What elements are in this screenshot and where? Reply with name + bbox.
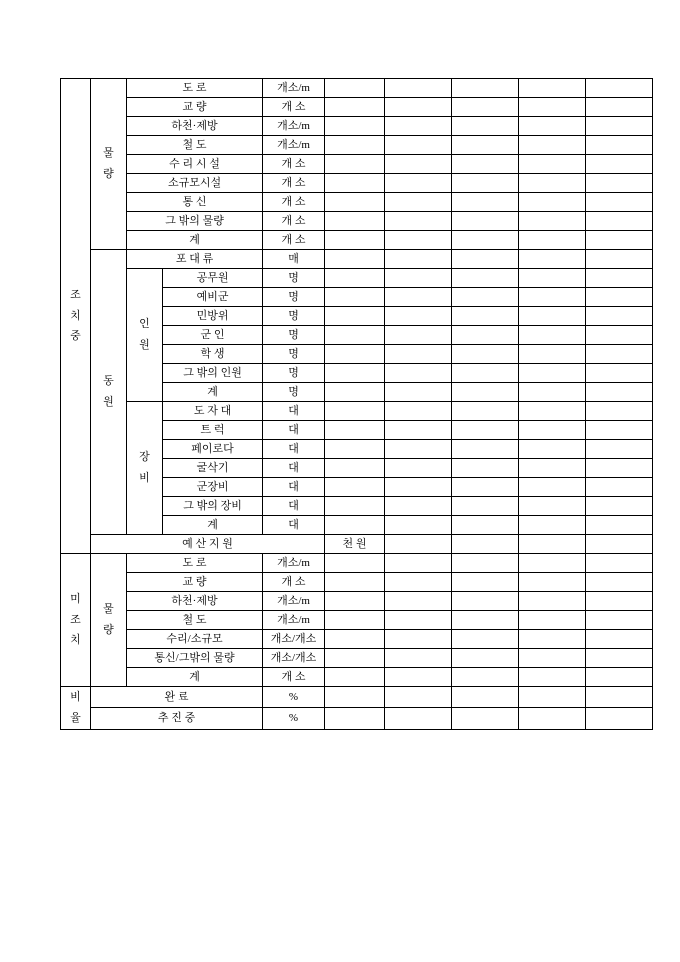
table-row: [61, 573, 653, 592]
data-cell[interactable]: [325, 364, 385, 383]
table-row: [61, 98, 653, 117]
data-cell[interactable]: [385, 440, 452, 459]
data-cell[interactable]: [452, 668, 519, 687]
data-cell[interactable]: [586, 193, 653, 212]
data-cell[interactable]: [586, 174, 653, 193]
data-cell[interactable]: [325, 345, 385, 364]
data-cell[interactable]: [325, 269, 385, 288]
row-unit: 대: [263, 421, 325, 440]
data-cell[interactable]: [586, 708, 653, 729]
data-cell[interactable]: [586, 212, 653, 231]
table-row: [61, 79, 653, 98]
row-unit: 명: [263, 307, 325, 326]
row-unit: 개소/m: [263, 117, 325, 136]
data-cell[interactable]: [452, 364, 519, 383]
data-cell[interactable]: [586, 326, 653, 345]
data-cell[interactable]: [385, 611, 452, 630]
data-cell[interactable]: [452, 155, 519, 174]
data-cell[interactable]: [519, 307, 586, 326]
data-cell[interactable]: [452, 708, 519, 729]
row-unit: 개소/m: [263, 611, 325, 630]
data-cell[interactable]: [452, 98, 519, 117]
data-cell[interactable]: [519, 497, 586, 516]
row-unit: 대: [263, 459, 325, 478]
row-unit: 개소/개소: [263, 649, 325, 668]
row-unit: 개 소: [263, 174, 325, 193]
section-label-biyul: 비 율: [61, 687, 91, 730]
data-cell[interactable]: [586, 307, 653, 326]
row-item-label: 예비군: [163, 288, 263, 307]
data-cell[interactable]: [452, 231, 519, 250]
row-unit: 개 소: [263, 98, 325, 117]
row-item-label: 통신/그밖의 물량: [127, 649, 263, 668]
data-cell[interactable]: [325, 421, 385, 440]
data-cell[interactable]: [452, 554, 519, 573]
data-cell[interactable]: [385, 478, 452, 497]
row-item-label: 민방위: [163, 307, 263, 326]
table-row: [61, 174, 653, 193]
data-cell[interactable]: [325, 326, 385, 345]
data-cell[interactable]: [586, 649, 653, 668]
data-cell[interactable]: [385, 212, 452, 231]
data-cell[interactable]: [586, 687, 653, 708]
table-row: [61, 250, 653, 269]
data-cell[interactable]: [325, 212, 385, 231]
data-cell[interactable]: [385, 117, 452, 136]
data-cell[interactable]: [519, 668, 586, 687]
data-cell[interactable]: [452, 383, 519, 402]
data-cell[interactable]: [519, 383, 586, 402]
row-unit: 개소/개소: [263, 630, 325, 649]
table-row: [61, 269, 653, 288]
data-cell[interactable]: [325, 611, 385, 630]
row-item-label-budget: 예 산 지 원: [91, 535, 325, 554]
table-row: [61, 212, 653, 231]
data-cell[interactable]: [385, 708, 452, 729]
data-cell[interactable]: [385, 174, 452, 193]
row-item-label: 계: [163, 516, 263, 535]
row-unit: 개 소: [263, 573, 325, 592]
row-unit: 개 소: [263, 212, 325, 231]
data-cell[interactable]: [385, 421, 452, 440]
data-cell[interactable]: [586, 516, 653, 535]
data-cell[interactable]: [385, 364, 452, 383]
data-cell[interactable]: [586, 478, 653, 497]
data-cell[interactable]: [586, 231, 653, 250]
data-cell[interactable]: [452, 687, 519, 708]
data-cell[interactable]: [325, 307, 385, 326]
data-cell[interactable]: [519, 535, 586, 554]
data-cell[interactable]: [385, 193, 452, 212]
row-item-label: 도 로: [127, 554, 263, 573]
row-item-label: 계: [127, 231, 263, 250]
data-cell[interactable]: [325, 98, 385, 117]
row-item-label: 수리/소규모: [127, 630, 263, 649]
data-cell[interactable]: [519, 421, 586, 440]
data-cell[interactable]: [325, 288, 385, 307]
row-item-label: 굴삭기: [163, 459, 263, 478]
row-unit: %: [263, 687, 325, 708]
data-cell[interactable]: [325, 708, 385, 729]
data-cell[interactable]: [452, 573, 519, 592]
data-cell[interactable]: [385, 630, 452, 649]
data-cell[interactable]: [519, 402, 586, 421]
data-cell[interactable]: [325, 193, 385, 212]
data-cell[interactable]: [586, 630, 653, 649]
data-cell[interactable]: [452, 649, 519, 668]
row-unit: 개소/m: [263, 79, 325, 98]
row-item-label: 추 진 중: [91, 708, 263, 729]
row-unit: 대: [263, 440, 325, 459]
data-cell[interactable]: [519, 649, 586, 668]
data-cell[interactable]: [385, 402, 452, 421]
data-cell[interactable]: [586, 155, 653, 174]
data-cell[interactable]: [519, 288, 586, 307]
data-cell[interactable]: [325, 440, 385, 459]
data-cell[interactable]: [385, 592, 452, 611]
data-cell[interactable]: [586, 402, 653, 421]
row-item-label: 완 료: [91, 687, 263, 708]
row-unit: 대: [263, 516, 325, 535]
row-item-label: 하천·제방: [127, 592, 263, 611]
data-cell[interactable]: [385, 98, 452, 117]
data-cell[interactable]: [325, 136, 385, 155]
data-cell[interactable]: [586, 383, 653, 402]
data-cell[interactable]: [325, 79, 385, 98]
row-unit: 천 원: [325, 535, 385, 554]
row-unit: 대: [263, 478, 325, 497]
row-unit: 명: [263, 383, 325, 402]
data-cell[interactable]: [385, 250, 452, 269]
data-cell[interactable]: [452, 288, 519, 307]
data-cell[interactable]: [519, 79, 586, 98]
data-cell[interactable]: [586, 554, 653, 573]
data-cell[interactable]: [325, 250, 385, 269]
data-cell[interactable]: [452, 402, 519, 421]
table-row: [61, 155, 653, 174]
data-cell[interactable]: [519, 231, 586, 250]
data-cell[interactable]: [586, 440, 653, 459]
row-item-label: 교 량: [127, 573, 263, 592]
data-cell[interactable]: [452, 535, 519, 554]
subsubgroup-label-jangbi: 장 비: [127, 402, 163, 535]
table-row: [61, 708, 653, 729]
table-row: [61, 535, 653, 554]
row-item-label: 계: [163, 383, 263, 402]
data-cell[interactable]: [385, 307, 452, 326]
data-cell[interactable]: [519, 174, 586, 193]
data-cell[interactable]: [519, 708, 586, 729]
data-cell[interactable]: [452, 212, 519, 231]
row-item-label: 그 밖의 물량: [127, 212, 263, 231]
row-item-label: 그 밖의 장비: [163, 497, 263, 516]
data-cell[interactable]: [452, 497, 519, 516]
data-cell[interactable]: [586, 592, 653, 611]
row-item-label: 군장비: [163, 478, 263, 497]
data-cell[interactable]: [385, 459, 452, 478]
data-cell[interactable]: [452, 250, 519, 269]
row-unit: 개 소: [263, 155, 325, 174]
data-cell[interactable]: [452, 79, 519, 98]
data-cell[interactable]: [325, 231, 385, 250]
data-cell[interactable]: [385, 155, 452, 174]
data-cell[interactable]: [325, 592, 385, 611]
data-cell[interactable]: [586, 79, 653, 98]
row-unit: 개소/m: [263, 136, 325, 155]
data-cell[interactable]: [385, 497, 452, 516]
row-item-label: 통 신: [127, 193, 263, 212]
row-unit: 명: [263, 345, 325, 364]
subgroup-label-mulryang-2: 물 량: [91, 554, 127, 687]
row-unit: 개 소: [263, 668, 325, 687]
data-cell[interactable]: [586, 345, 653, 364]
data-cell[interactable]: [325, 573, 385, 592]
row-unit: 개소/m: [263, 554, 325, 573]
table-row: [61, 687, 653, 708]
table-row: [61, 117, 653, 136]
data-cell[interactable]: [452, 440, 519, 459]
table-row: [61, 668, 653, 687]
data-cell[interactable]: [519, 250, 586, 269]
table-row: [61, 649, 653, 668]
row-unit: 매: [263, 250, 325, 269]
data-cell[interactable]: [385, 345, 452, 364]
data-cell[interactable]: [385, 668, 452, 687]
row-item-label: 군 인: [163, 326, 263, 345]
data-cell[interactable]: [586, 364, 653, 383]
row-item-label: 그 밖의 인원: [163, 364, 263, 383]
data-cell[interactable]: [452, 611, 519, 630]
row-item-label: 교 량: [127, 98, 263, 117]
subsubgroup-label-inwon: 인 원: [127, 269, 163, 402]
data-cell[interactable]: [452, 136, 519, 155]
data-cell[interactable]: [325, 687, 385, 708]
data-cell[interactable]: [452, 516, 519, 535]
table-row: [61, 611, 653, 630]
data-cell[interactable]: [325, 668, 385, 687]
data-cell[interactable]: [452, 592, 519, 611]
row-unit: %: [263, 708, 325, 729]
data-cell[interactable]: [385, 383, 452, 402]
row-unit: 대: [263, 402, 325, 421]
data-cell[interactable]: [586, 459, 653, 478]
form-sheet: [60, 78, 620, 730]
table-row: [61, 630, 653, 649]
data-cell[interactable]: [519, 630, 586, 649]
data-cell[interactable]: [586, 668, 653, 687]
row-item-label: 트 럭: [163, 421, 263, 440]
data-cell[interactable]: [452, 193, 519, 212]
row-unit: 대: [263, 497, 325, 516]
data-cell[interactable]: [385, 649, 452, 668]
table-row: [61, 231, 653, 250]
row-item-label: 하천·제방: [127, 117, 263, 136]
data-cell[interactable]: [519, 193, 586, 212]
data-cell[interactable]: [519, 364, 586, 383]
data-cell[interactable]: [519, 459, 586, 478]
row-item-label: 도 자 대: [163, 402, 263, 421]
data-cell[interactable]: [325, 497, 385, 516]
data-cell[interactable]: [385, 326, 452, 345]
row-unit: 개 소: [263, 231, 325, 250]
data-cell[interactable]: [325, 459, 385, 478]
data-cell[interactable]: [452, 421, 519, 440]
data-cell[interactable]: [325, 478, 385, 497]
data-cell[interactable]: [385, 231, 452, 250]
data-cell[interactable]: [586, 497, 653, 516]
table-row: [61, 193, 653, 212]
data-cell[interactable]: [586, 611, 653, 630]
data-cell[interactable]: [385, 136, 452, 155]
data-cell[interactable]: [325, 383, 385, 402]
row-unit: 명: [263, 364, 325, 383]
row-item-label: 철 도: [127, 136, 263, 155]
data-cell[interactable]: [519, 136, 586, 155]
data-cell[interactable]: [519, 117, 586, 136]
row-item-label: 공무원: [163, 269, 263, 288]
data-cell[interactable]: [519, 611, 586, 630]
row-item-label: 학 생: [163, 345, 263, 364]
data-cell[interactable]: [519, 554, 586, 573]
data-cell[interactable]: [519, 573, 586, 592]
data-cell[interactable]: [452, 326, 519, 345]
data-cell[interactable]: [325, 516, 385, 535]
data-cell[interactable]: [452, 117, 519, 136]
data-cell[interactable]: [385, 269, 452, 288]
data-cell[interactable]: [325, 554, 385, 573]
data-cell[interactable]: [385, 687, 452, 708]
data-cell[interactable]: [452, 478, 519, 497]
table-row: [61, 136, 653, 155]
row-unit: 개 소: [263, 193, 325, 212]
row-item-label: 철 도: [127, 611, 263, 630]
table-row: [61, 402, 653, 421]
data-cell[interactable]: [452, 174, 519, 193]
row-item-label: 페이로다: [163, 440, 263, 459]
data-cell[interactable]: [586, 98, 653, 117]
row-unit: 개소/m: [263, 592, 325, 611]
row-unit: 명: [263, 288, 325, 307]
data-cell[interactable]: [586, 117, 653, 136]
subgroup-label-dongwon: 동 원: [91, 250, 127, 535]
data-cell[interactable]: [519, 516, 586, 535]
data-cell[interactable]: [519, 345, 586, 364]
data-cell[interactable]: [519, 155, 586, 174]
data-cell[interactable]: [586, 250, 653, 269]
data-cell[interactable]: [586, 573, 653, 592]
data-cell[interactable]: [325, 117, 385, 136]
data-cell[interactable]: [586, 269, 653, 288]
data-cell[interactable]: [519, 478, 586, 497]
data-cell[interactable]: [452, 459, 519, 478]
data-cell[interactable]: [586, 421, 653, 440]
data-cell[interactable]: [519, 440, 586, 459]
data-cell[interactable]: [586, 288, 653, 307]
row-item-label: 계: [127, 668, 263, 687]
data-cell[interactable]: [325, 402, 385, 421]
data-cell[interactable]: [452, 269, 519, 288]
data-cell[interactable]: [519, 212, 586, 231]
data-cell[interactable]: [452, 307, 519, 326]
data-cell[interactable]: [519, 98, 586, 117]
data-cell[interactable]: [519, 269, 586, 288]
row-item-label: 소규모시설: [127, 174, 263, 193]
data-cell[interactable]: [325, 649, 385, 668]
data-cell[interactable]: [325, 155, 385, 174]
data-cell[interactable]: [325, 630, 385, 649]
recovery-status-table: [60, 78, 653, 730]
subgroup-label-mulryang: 물 량: [91, 79, 127, 250]
data-cell[interactable]: [385, 535, 452, 554]
data-cell[interactable]: [452, 345, 519, 364]
data-cell[interactable]: [586, 535, 653, 554]
data-cell[interactable]: [519, 687, 586, 708]
section-label-josichung: 조 치 중: [61, 79, 91, 554]
data-cell[interactable]: [385, 288, 452, 307]
data-cell[interactable]: [385, 554, 452, 573]
data-cell[interactable]: [519, 592, 586, 611]
table-row: [61, 592, 653, 611]
row-unit: 명: [263, 326, 325, 345]
section-label-mijochi: 미 조 치: [61, 554, 91, 687]
data-cell[interactable]: [385, 79, 452, 98]
row-item-label: 수 리 시 설: [127, 155, 263, 174]
data-cell[interactable]: [519, 326, 586, 345]
data-cell[interactable]: [325, 174, 385, 193]
table-row: [61, 554, 653, 573]
data-cell[interactable]: [385, 573, 452, 592]
row-item-label: 도 로: [127, 79, 263, 98]
data-cell[interactable]: [452, 630, 519, 649]
row-item-label: 포 대 류: [127, 250, 263, 269]
data-cell[interactable]: [385, 516, 452, 535]
row-unit: 명: [263, 269, 325, 288]
data-cell[interactable]: [586, 136, 653, 155]
